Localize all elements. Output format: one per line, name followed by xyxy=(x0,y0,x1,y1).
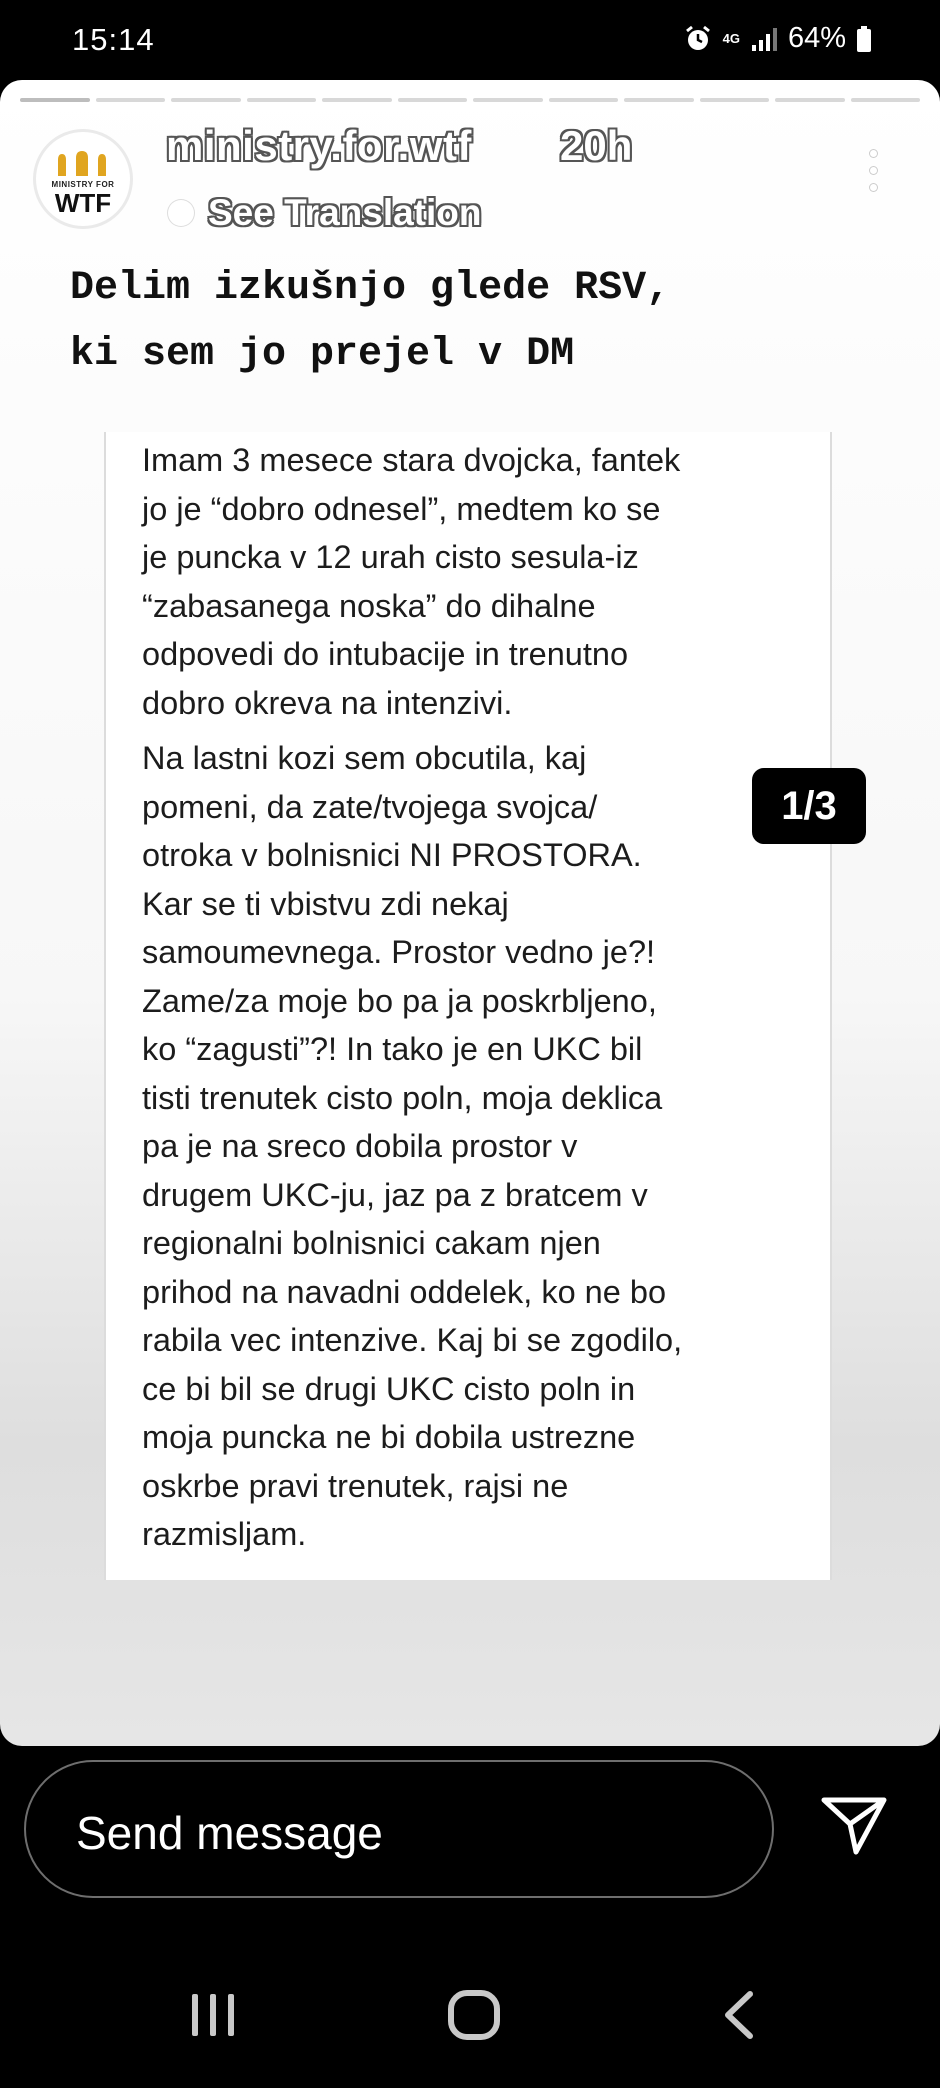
status-bar xyxy=(0,0,940,80)
text-line: ce bi bil se drugi UKC cisto poln in xyxy=(142,1370,636,1407)
battery-icon xyxy=(856,25,872,53)
text-line: je puncka v 12 urah cisto sesula-iz xyxy=(142,539,639,575)
hands-logo-icon xyxy=(54,148,112,178)
home-icon[interactable] xyxy=(448,1990,500,2045)
signal-icon xyxy=(750,25,778,53)
story-progress-bar xyxy=(20,98,920,102)
text-line: Na lastni kozi sem obcutila, kaj xyxy=(142,740,587,776)
see-translation-label: See Translation xyxy=(208,192,482,233)
network-type-icon: 4G xyxy=(722,31,740,46)
text-line: Imam 3 mesece stara dvojcka, fantek xyxy=(142,442,681,478)
progress-segment xyxy=(96,98,166,102)
progress-segment xyxy=(775,98,845,102)
message-body xyxy=(142,436,822,1559)
text-line: otroka v bolnisnici NI PROSTORA. xyxy=(142,837,642,873)
text-line: drugem UKC-ju, jaz pa z bratcem v xyxy=(142,1176,648,1213)
send-message-input[interactable] xyxy=(24,1760,774,1898)
text-line: tisti trenutek cisto poln, moja deklica xyxy=(142,1079,663,1116)
story-headline xyxy=(70,256,870,388)
status-icons xyxy=(683,22,872,55)
message-paragraph xyxy=(142,734,822,1559)
progress-segment xyxy=(322,98,392,102)
progress-segment xyxy=(624,98,694,102)
text-line: razmisljam. xyxy=(142,1516,307,1552)
text-line: “zabasanega noska” do dihalne xyxy=(142,587,596,624)
text-line: prihod na navadni oddelek, ko ne bo xyxy=(142,1273,667,1310)
progress-segment xyxy=(473,98,543,102)
progress-segment xyxy=(20,98,90,102)
back-icon[interactable] xyxy=(722,1990,754,2045)
progress-segment xyxy=(700,98,770,102)
text-line: samoumevnega. Prostor vedno je?! xyxy=(142,934,656,970)
status-time: 15:14 xyxy=(72,22,155,57)
text-line: moja puncka ne bi dobila ustrezne xyxy=(142,1419,636,1455)
alarm-icon xyxy=(683,24,713,54)
see-translation-button[interactable] xyxy=(168,192,482,234)
avatar[interactable] xyxy=(36,132,130,226)
battery-level: 64% xyxy=(787,22,846,54)
progress-segment xyxy=(851,98,921,102)
page-indicator-badge: 1/3 xyxy=(752,768,866,844)
more-options-icon[interactable] xyxy=(866,150,880,191)
screenshot-card xyxy=(104,432,832,1580)
progress-segment xyxy=(171,98,241,102)
text-line: pomeni, da zate/tvojega svojca/ xyxy=(142,788,598,825)
message-paragraph xyxy=(142,436,822,727)
text-line: odpovedi do intubacije in trenutno xyxy=(142,636,629,672)
send-message-placeholder: Send message xyxy=(76,1807,383,1859)
system-nav-bar xyxy=(0,1940,940,2088)
avatar-brand: WTF xyxy=(54,188,112,218)
send-icon[interactable] xyxy=(820,1794,888,1861)
text-line: jo je “dobro odnesel”, medtem ko se xyxy=(142,490,661,527)
headline-line: Delim izkušnjo glede RSV, xyxy=(70,266,671,311)
text-line: Kar se ti vbistvu zdi nekaj xyxy=(142,885,509,922)
text-line: ko “zagusti”?! In tako je en UKC bil xyxy=(142,1031,643,1067)
text-line: regionalni bolnisnici cakam njen xyxy=(142,1225,601,1261)
story-frame[interactable] xyxy=(0,80,940,1746)
text-line: dobro okreva na intenzivi. xyxy=(142,684,513,721)
progress-segment xyxy=(398,98,468,102)
avatar-caption: MINISTRY FOR xyxy=(51,180,115,189)
text-line: pa je na sreco dobila prostor v xyxy=(142,1128,578,1164)
progress-segment xyxy=(247,98,317,102)
username[interactable]: ministry.for.wtf xyxy=(166,122,472,169)
text-line: rabila vec intenzive. Kaj bi se zgodilo, xyxy=(142,1322,683,1358)
text-line: oskrbe pravi trenutek, rajsi ne xyxy=(142,1467,569,1504)
text-line: Zame/za moje bo pa ja poskrbljeno, xyxy=(142,982,657,1019)
headline-line: ki sem jo prejel v DM xyxy=(70,332,575,377)
recent-apps-icon[interactable] xyxy=(190,1992,236,2043)
translate-dot-icon xyxy=(168,200,194,226)
post-time: 20h xyxy=(560,122,633,169)
progress-segment xyxy=(549,98,619,102)
